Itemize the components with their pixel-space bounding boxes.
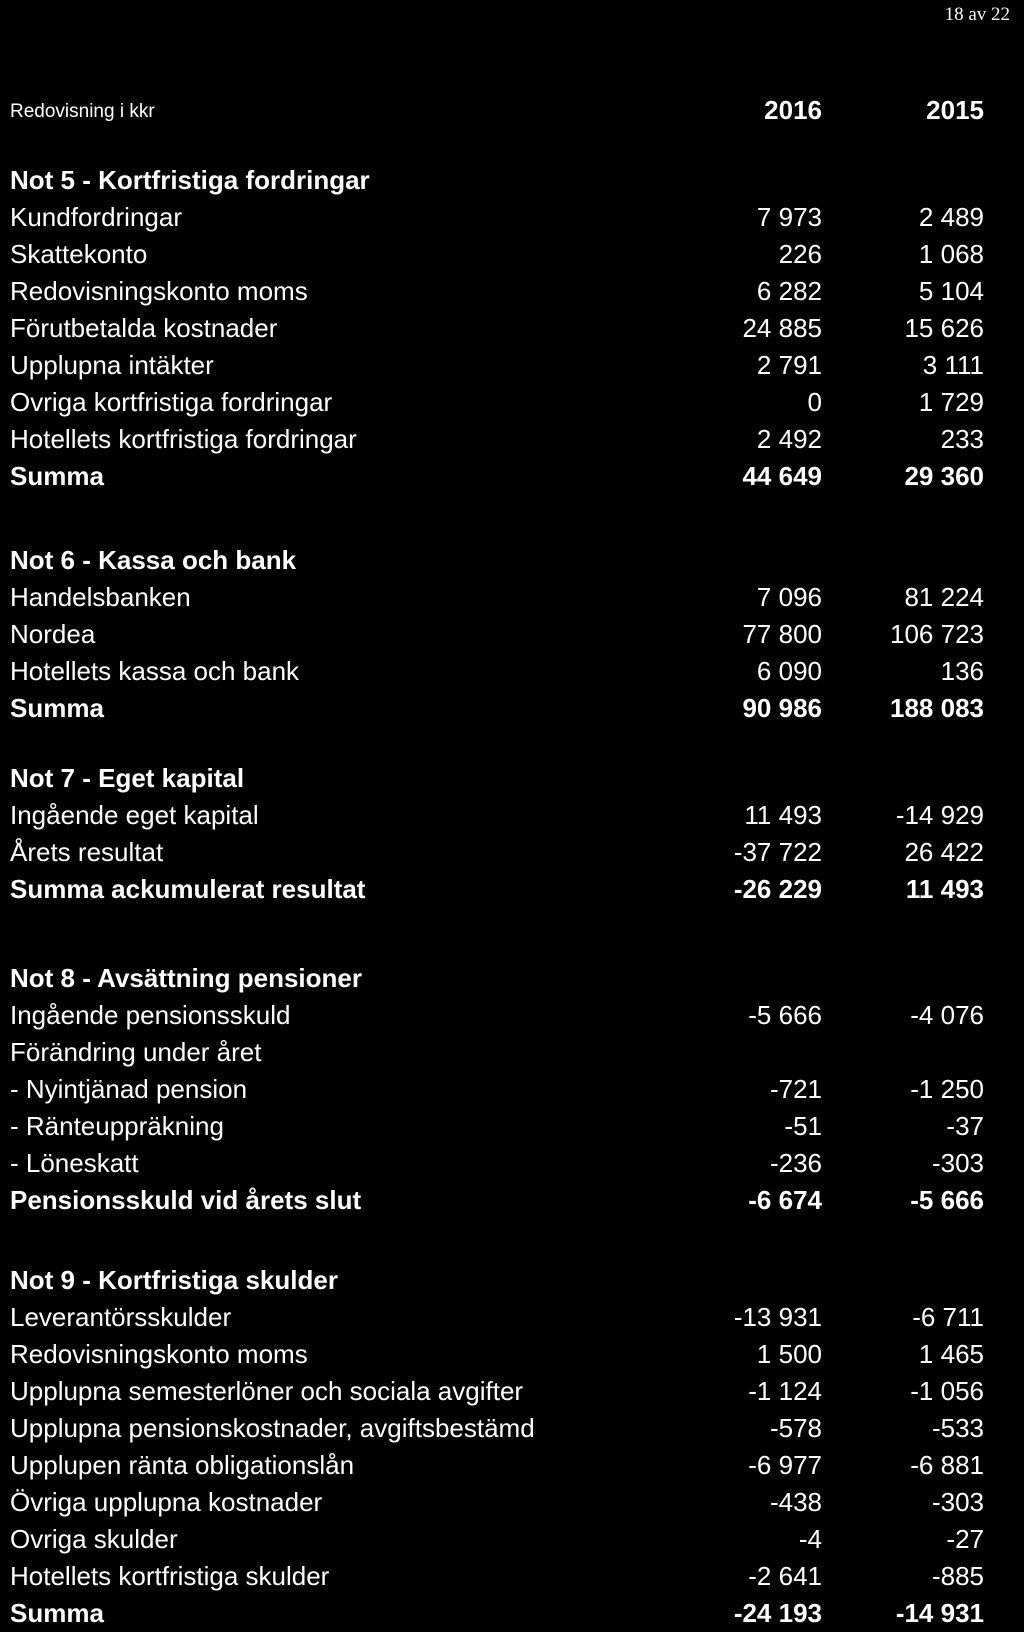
value-2016: -236: [769, 1148, 822, 1178]
value-2015: -6 711: [912, 1302, 984, 1332]
table-row: [10, 1558, 990, 1595]
note-8-section: [10, 960, 990, 1219]
value-2016: 226: [778, 239, 822, 269]
total-2016: -26 229: [733, 874, 822, 904]
value-2015: -1 056: [910, 1376, 984, 1406]
value-2015: -37: [946, 1111, 984, 1141]
value-2016: -5 666: [748, 1000, 822, 1030]
total-label: Pensionsskuld vid årets slut: [10, 1185, 362, 1215]
table-row: [10, 1410, 990, 1447]
table-row: [10, 653, 990, 690]
value-2016: 2 492: [756, 424, 822, 454]
total-label: Summa ackumulerat resultat: [10, 874, 366, 904]
total-row: [10, 690, 990, 727]
total-2016: 44 649: [742, 461, 822, 491]
table-row: [10, 1447, 990, 1484]
value-2015: -4 076: [910, 1000, 984, 1030]
table-row: [10, 616, 990, 653]
table-row: [10, 1484, 990, 1521]
table-row: [10, 1145, 990, 1182]
table-row: [10, 1034, 990, 1071]
table-row: [10, 797, 990, 834]
row-label: Årets resultat: [10, 837, 164, 867]
section-title: Not 6 - Kassa och bank: [10, 545, 297, 575]
table-row: [10, 1373, 990, 1410]
total-2015: 29 360: [904, 461, 984, 491]
total-label: Summa: [10, 1598, 104, 1628]
row-label: Förändring under året: [10, 1037, 262, 1067]
total-2015: 188 083: [890, 693, 984, 723]
row-label: Leverantörsskulder: [10, 1302, 232, 1332]
note-9-section: [10, 1262, 990, 1632]
value-2015: 3 111: [922, 350, 984, 380]
row-label: Handelsbanken: [10, 582, 191, 612]
value-2015: 106 723: [890, 619, 984, 649]
table-row: [10, 273, 990, 310]
row-label: Redovisningskonto moms: [10, 1339, 308, 1369]
table-row: [10, 1336, 990, 1373]
total-row: [10, 871, 990, 908]
row-label: Kundfordringar: [10, 202, 182, 232]
value-2016: -2 641: [748, 1561, 822, 1591]
table-row: [10, 834, 990, 871]
value-2016: 7 096: [756, 582, 822, 612]
value-2015: -14 929: [895, 800, 984, 830]
value-2016: -13 931: [733, 1302, 822, 1332]
row-label: Övriga upplupna kostnader: [10, 1487, 323, 1517]
value-2016: -37 722: [733, 837, 822, 867]
note-6-section: [10, 542, 990, 727]
section-title: Not 9 - Kortfristiga skulder: [10, 1265, 338, 1295]
row-label: Förutbetalda kostnader: [10, 313, 278, 343]
total-2016: -24 193: [733, 1598, 822, 1628]
value-2015: -27: [946, 1524, 984, 1554]
total-2016: -6 674: [748, 1185, 822, 1215]
value-2016: 11 493: [744, 800, 822, 830]
row-label: Upplupna semesterlöner och sociala avgifter: [10, 1376, 524, 1406]
value-2016: 77 800: [742, 619, 822, 649]
header-year-2015: 2015: [926, 95, 984, 125]
total-2015: 11 493: [905, 874, 984, 904]
row-label: - Ränteuppräkning: [10, 1111, 224, 1141]
value-2015: -1 250: [910, 1074, 984, 1104]
value-2016: 24 885: [742, 313, 822, 343]
value-2015: 1 068: [918, 239, 984, 269]
note-7-section: [10, 760, 990, 908]
value-2015: 136: [940, 656, 984, 686]
total-2015: -5 666: [910, 1185, 984, 1215]
row-label: Upplupen ränta obligationslån: [10, 1450, 355, 1480]
total-2016: 90 986: [742, 693, 822, 723]
table-row: [10, 1299, 990, 1336]
value-2015: 81 224: [904, 582, 984, 612]
value-2016: 1 500: [756, 1339, 822, 1369]
value-2015: 15 626: [904, 313, 984, 343]
value-2015: 233: [940, 424, 984, 454]
table-row: [10, 310, 990, 347]
value-2015: 26 422: [904, 837, 984, 867]
value-2016: -721: [769, 1074, 822, 1104]
table-row: [10, 579, 990, 616]
row-label: Ovriga skulder: [10, 1524, 178, 1554]
value-2015: -303: [931, 1148, 984, 1178]
row-label: Upplupna intäkter: [10, 350, 214, 380]
table-row: [10, 347, 990, 384]
page-number: 18 av 22: [944, 4, 1010, 25]
section-title: Not 8 - Avsättning pensioner: [10, 963, 362, 993]
value-2015: -303: [931, 1487, 984, 1517]
table-row: [10, 199, 990, 236]
value-2016: 6 090: [756, 656, 822, 686]
table-row: [10, 236, 990, 273]
row-label: Redovisningskonto moms: [10, 276, 308, 306]
table-row: [10, 1108, 990, 1145]
table-row: [10, 997, 990, 1034]
value-2016: -438: [769, 1487, 822, 1517]
row-label: Hotellets kortfristiga skulder: [10, 1561, 330, 1591]
row-label: Ingående eget kapital: [10, 800, 259, 830]
table-row: [10, 1521, 990, 1558]
value-2015: -533: [931, 1413, 984, 1443]
row-label: Hotellets kortfristiga fordringar: [10, 424, 357, 454]
value-2015: 1 729: [918, 387, 984, 417]
row-label: - Nyintjänad pension: [10, 1074, 248, 1104]
row-label: Nordea: [10, 619, 96, 649]
value-2016: -578: [769, 1413, 822, 1443]
value-2016: 0: [807, 387, 822, 417]
value-2016: 7 973: [756, 202, 822, 232]
value-2016: -51: [784, 1111, 822, 1141]
row-label: Upplupna pensionskostnader, avgiftsbestämd: [10, 1413, 535, 1443]
total-row: [10, 458, 990, 495]
table-row: [10, 384, 990, 421]
table-row: [10, 421, 990, 458]
section-title: Not 7 - Eget kapital: [10, 763, 245, 793]
value-2015: -6 881: [910, 1450, 984, 1480]
value-2016: -6 977: [748, 1450, 822, 1480]
total-row: [10, 1595, 990, 1632]
value-2016: 6 282: [756, 276, 822, 306]
total-row: [10, 1182, 990, 1219]
value-2016: 2 791: [756, 350, 822, 380]
table-row: [10, 1071, 990, 1108]
row-label: - Löneskatt: [10, 1148, 139, 1178]
total-2015: -14 931: [895, 1598, 984, 1628]
row-label: Skattekonto: [10, 239, 148, 269]
row-label: Ovriga kortfristiga fordringar: [10, 387, 333, 417]
value-2015: -885: [931, 1561, 984, 1591]
total-label: Summa: [10, 461, 104, 491]
value-2016: -1 124: [748, 1376, 822, 1406]
header-year-2016: 2016: [764, 95, 822, 125]
row-label: Ingående pensionsskuld: [10, 1000, 291, 1030]
value-2015: 2 489: [918, 202, 984, 232]
header-label: Redovisning i kkr: [10, 101, 155, 122]
table-header: [10, 95, 990, 125]
value-2015: 5 104: [918, 276, 984, 306]
note-5-section: [10, 162, 990, 495]
row-label: Hotellets kassa och bank: [10, 656, 300, 686]
total-label: Summa: [10, 693, 104, 723]
section-title: Not 5 - Kortfristiga fordringar: [10, 165, 370, 195]
value-2016: -4: [798, 1524, 822, 1554]
value-2015: 1 465: [918, 1339, 984, 1369]
